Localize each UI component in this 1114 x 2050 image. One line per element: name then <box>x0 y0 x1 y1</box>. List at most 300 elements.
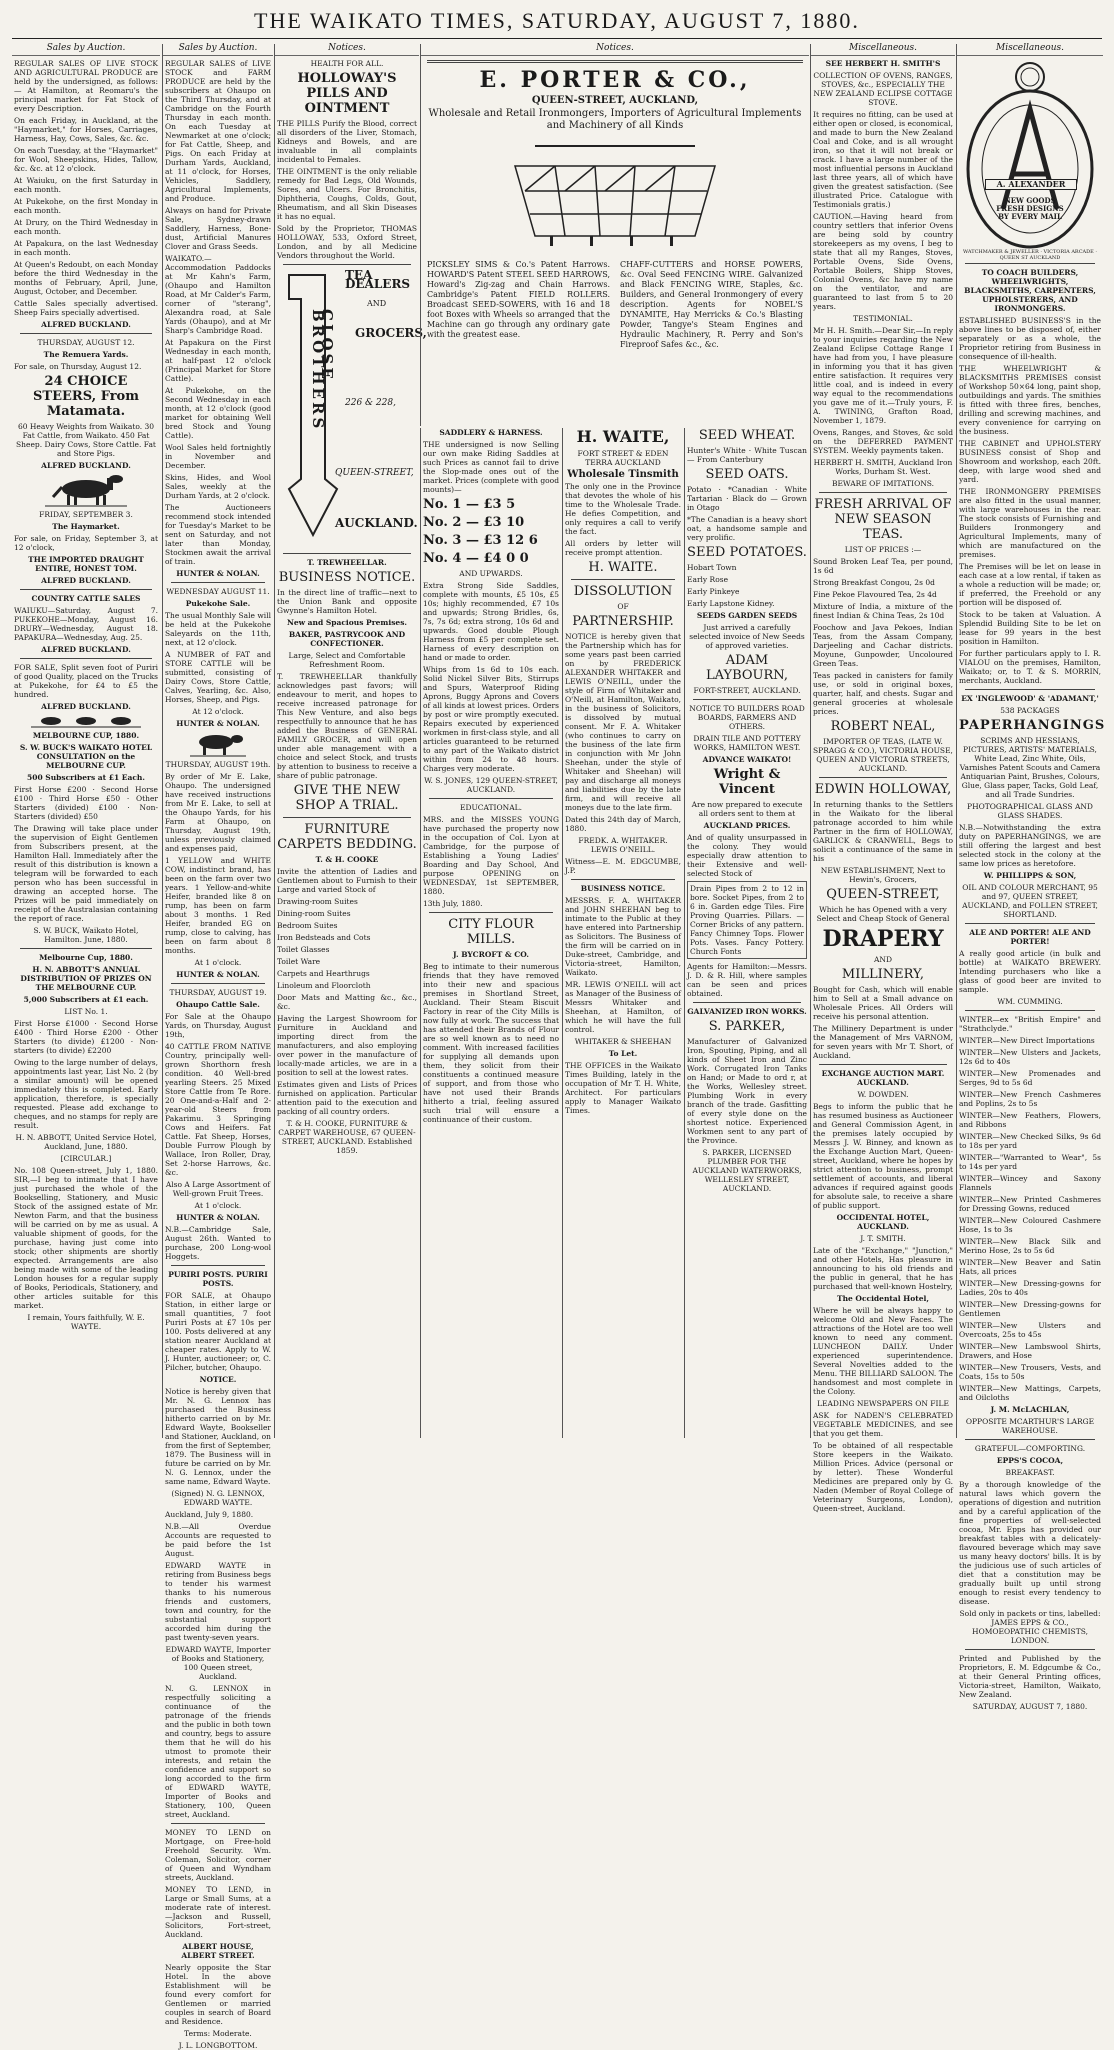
ad-text: MR. LEWIS O'NEILL will act as Manager of the Business of Messrs Whitaker and Sheehan, at Hamilton, of which he will have the full control. <box>565 980 681 1034</box>
winter-item: WINTER—New Feathers, Flowers, and Ribbons <box>959 1111 1101 1129</box>
ad-text: AND <box>874 955 892 964</box>
ad-text: Teas packed in canisters for family use, or sold in original boxes, quarter, half, and chests. Sugar and general groceries at wholesale prices. <box>813 671 953 716</box>
winter-item: WINTER—New Printed Cashmeres for Dressing Gowns, reduced <box>959 1195 1101 1213</box>
seal-text: NEW GOODS FRESH DESIGNS BY EVERY MAIL <box>996 196 1064 221</box>
headline: EPPS'S COCOA, <box>996 1456 1064 1465</box>
headline: COUNTRY CATTLE SALES <box>31 594 141 603</box>
ad-text: THE OFFICES in the Waikato Times Building, lately in the occupation of Mr T. H. White, Architect. For particulars apply to Manager Waikato Times. <box>565 1061 681 1115</box>
saddle-price: No. 4 — £4 0 0 <box>423 551 529 566</box>
ad-text: Large, Select and Comfortable Refreshment Room. <box>288 651 406 669</box>
list-item: Linoleum and Floorcloth <box>277 981 371 990</box>
winter-item: WINTER—New Lambswool Shirts, Drawers, and Hose <box>959 1342 1101 1360</box>
ad-text: FOR SALE, Split seven foot of Puriri of good Quality, placed on the Trucks at Pukekohe, for £4 to £5 the hundred. <box>14 663 158 699</box>
date-line: WEDNESDAY AUGUST 11. <box>166 587 270 596</box>
headline: BAKER, PASTRYCOOK AND CONFECTIONER. <box>288 630 406 648</box>
subheadline: New and Spacious Premises. <box>286 618 408 627</box>
ad-text: COLLECTION OF OVENS, RANGES, STOVES, &c., ESPECIALLY THE NEW ZEALAND ECLIPSE COTTAGE STOVE. <box>813 71 953 107</box>
headline: Wright & Vincent <box>713 767 781 797</box>
harrow-illustration-icon <box>495 136 735 256</box>
divider <box>171 983 265 984</box>
divider <box>571 579 675 580</box>
ad-text: WAIUKU—Saturday, August 7. PUKEKOHE—Monday, August 16. DRURY—Wednesday, August 18. PAPAKURA—Wednesday, Aug. 25. <box>14 606 158 642</box>
imprint: Printed and Published by the Proprietors, E. M. Edgcumbe & Co., at their General Printing offices, Victoria-street, Hamilton, Waikato, New Zealand. <box>959 1654 1101 1699</box>
headline: ROBERT NEAL, <box>830 719 936 734</box>
subheadline: TESTIMONIAL. <box>853 314 913 323</box>
divider <box>965 923 1095 924</box>
column-header: Sales by Auction. <box>163 44 273 56</box>
divider <box>427 60 803 63</box>
ad-text: N.B.—Notwithstanding the extra duty on PAPERHANGINGS, we are still offering the largest and best selected stock in the colony at the same low prices as heretofore. <box>959 823 1101 868</box>
ad-text: Notice is hereby given that Mr. N. G. Lennox has purchased the Business hitherto carried on by Mr. Edward Wayte, Bookseller and Stationer, Auckland, on from the first of September, 1879. The Business will in future be carried on by Mr. N. G. Lennox, under the same name, Edward Wayte. <box>165 1387 271 1486</box>
date-line: THURSDAY, AUGUST 12. <box>37 338 135 347</box>
headline: QUEEN-STREET, <box>826 887 940 902</box>
pottery-list: Drain Pipes from 2 to 12 in bore. Socket Pipes, from 2 to 6 in. Garden edge Tiles. Fire Proving Quarries. Pillars. — Corner Bricks of any pattern. Fancy Chimney Tops. Flower Pots. Vases. Fancy Pottery. Church Fonts <box>687 881 807 959</box>
divider <box>171 1265 265 1266</box>
seal-name: A. ALEXANDER <box>985 179 1077 190</box>
winter-item: WINTER—"Warranted to Wear", 5s to 14s per yard <box>959 1153 1101 1171</box>
ad-text: PHOTOGRAPHICAL GLASS AND GLASS SHADES. <box>967 802 1093 820</box>
divider <box>283 553 411 554</box>
list-item: Drawing-room Suites <box>277 897 358 906</box>
ad-text: At Papakura on the First Wednesday in each month, at half-past 12 o'clock (Principal Market for Store Cattle). <box>165 338 271 383</box>
winter-item: WINTER—Wincey and Saxony Flannels <box>959 1174 1101 1192</box>
column-notices-1 <box>274 43 427 1438</box>
ad-text: Just arrived a carefully selected invoice of New Seeds of approved varieties. <box>689 623 805 650</box>
circular-label: [CIRCULAR.] <box>60 1154 112 1163</box>
ad-text: OPPOSITE MCARTHUR'S LARGE WAREHOUSE. <box>965 1417 1095 1435</box>
column-sales-1 <box>12 44 160 1438</box>
signature: ALFRED BUCKLAND. <box>41 320 131 329</box>
ad-text: 60 Heavy Weights from Waikato. 30 Fat Cattle, from Waikato. 450 Fat Sheep. Dairy Cows, Store Cattle. Fat and Store Pigs. <box>16 422 156 458</box>
headline: SEED OATS. <box>705 467 789 482</box>
ad-text: At Pukekohe, on the first Monday in each month. <box>14 197 158 215</box>
ad-text: *The Canadian is a heavy short oat, a handsome sample and very prolific. <box>687 515 807 542</box>
signature: ALFRED BUCKLAND. <box>41 645 131 654</box>
tea-price: Strong Breakfast Congou, 2s 0d <box>813 578 935 587</box>
signature: ALFRED BUCKLAND. <box>41 576 131 585</box>
ad-text: N.B.—All Overdue Accounts are requested to be paid before the 1st August. <box>165 1522 271 1558</box>
winter-item: WINTER—New Mattings, Carpets, and Oilcloths <box>959 1384 1101 1402</box>
headline: Pukekohe Sale. <box>185 599 251 608</box>
headline: EDWIN HOLLOWAY, <box>814 782 952 797</box>
ad-text: NOTICE is hereby given that the Partnership which has for some years past been carried on by FREDERICK ALEXANDER WHITAKER and LEWIS O'NEILL, under the style of Firm of Whitaker and O'Neill, at Hamilton, Waikato, in the business of Solicitors, is dissolved by mutual consent. Mr F. A. Whitaker (who continues to carry on the business of the late firm in conjunction with Mr John Sheehan, under the style of Whitaker and Sheehan) will pay and discharge all moneys and liabilities due by the late firm, and will receive all moneys due to the late firm. <box>565 632 681 812</box>
column-header: Miscellaneous. <box>957 44 1103 56</box>
ad-text: Extra Strong Side Saddles, complete with mounts, £5 10s, £5 10s; highly recommended, £7 10s and upwards; Strong Bridles, 6s, 7s, 7s 6d; extra strong, 10s 6d and upwards. Good double Plough Harness from £5 per complete set. Harness of every description on hand or made to order. <box>423 581 559 662</box>
divider <box>819 492 947 493</box>
porter-ad <box>420 44 809 426</box>
ad-text: Owing to the large number of delays, appointments last year, List No. 2 (by a similar amount) will be opened immediately this is completed. Early application, therefore, is specially requested. Please add exchange to cheques, and no stamps for reply are result. <box>14 1058 158 1130</box>
masthead <box>12 8 1102 39</box>
headline: ADVANCE WAIKATO! <box>702 755 792 764</box>
cow-illustration-icon <box>188 731 248 757</box>
headline: ALBERT HOUSE, ALBERT STREET. <box>181 1942 255 1960</box>
ad-text: Invite the attention of Ladies and Gentlemen about to Furnish to their Large and varied Stock of <box>277 867 417 894</box>
ad-text: MRS. and the MISSES YOUNG have purchased the property now in the occupation of Col. Lyon at Cambridge, for the purpose of Establishing a Young Ladies' Boarding and Day School, And purpose OPENING on WEDNESDAY, 1st SEPTEMBER, 1880. <box>423 815 559 896</box>
column-header: Notices. <box>421 44 809 56</box>
headline: SADDLERY & HARNESS. <box>439 428 543 437</box>
ad-text: Always on hand for Private Sale, Sydney-drawn Saddlery, Harness, Bone-dust, Artificial Manures Clover and Grass Seeds. <box>165 206 271 251</box>
ad-text: A NUMBER of FAT and STORE CATTLE will be submitted, consisting of Dairy Cows, Store Cattle, Calves, Yearling, &c. Also, Horses, Sheep, and Pigs. <box>165 650 271 704</box>
horse-illustration-icon <box>41 473 131 507</box>
headline: HOLLOWAY'S PILLS AND OINTMENT <box>297 71 397 116</box>
subheadline: GRATEFUL—COMFORTING. <box>974 1444 1086 1453</box>
signature: S. PARKER, LICENSED PLUMBER FOR THE AUCKLAND WATERWORKS, WELLESLEY STREET, AUCKLAND. <box>692 1148 802 1193</box>
horse-race-illustration-icon <box>31 714 141 728</box>
prize-list: First Horse £1000 · Second Horse £400 · Third Horse £200 · Other Starters (to divide) £1200 · Non-starters (to divide) £2200 <box>14 1019 158 1055</box>
headline: PURIRI POSTS. PURIRI POSTS. <box>168 1270 268 1288</box>
ad-text: THE IRONMONGERY PREMISES are also fitted in the usual manner, with large warehouses in the rear. The stock consists of Furnishing and Builders Ironmongery and Agricultural Implements, many of which are manufactured on the premises. <box>959 487 1101 559</box>
column-header: Notices. <box>275 44 419 56</box>
headline: Melbourne Cup, 1880. <box>39 953 133 962</box>
date-line: FRIDAY, SEPTEMBER 3. <box>39 510 133 519</box>
signature: ALFRED BUCKLAND. <box>41 461 131 470</box>
ad-text: And of quality unsurpassed in the colony. They would especially draw attention to their Extensive and well-selected Stock of <box>687 833 807 878</box>
headline: GIVE THE NEW SHOP A TRIAL. <box>293 783 401 813</box>
ad-text: Begs to inform the public that he has resumed business as Auctioneer and General Commission Agent, in the premises lately occupied by Messrs J. W. Binney, and known as the Exchange Auction Mart, Queen-street, Auckland, where he hopes by strict attention to business, prompt settlement of accounts, and liberal advances if required against goods for absolute sale, to receive a share of public support. <box>813 1102 953 1210</box>
ad-text: Hunter's White · White Tuscan — From Canterbury <box>687 446 807 464</box>
ad-text: For Sale at the Ohaupo Yards, on Thursday, August 19th, <box>165 1012 271 1039</box>
ad-text: For sale, on Friday, September 3, at 12 o'clock, <box>14 534 158 552</box>
ad-text: T. TREWHEELLAR thankfully acknowledges past favors; will endeavour to merit, and hopes to receive increased patronage for This New Venture, and also begs respectfully to announce that he has added the Business of GENERAL FAMILY GROCER, and will open under able management with a choice and select Stock, and trusts by attention to business to receive a share of public patronage. <box>277 672 417 780</box>
column-misc-1 <box>810 43 955 1513</box>
signature: HUNTER & NOLAN. <box>176 719 260 728</box>
column-notices-4 <box>684 428 809 1438</box>
ad-text: To be obtained of all respectable Store keepers in the Waikato. Million Prices. Advice (personal or by letter). These Wonderful Medicines are prepared only by G. Naden (Member of Royal College of Veterinary Surgeons, London), Queen-street, Auckland. <box>813 1441 953 1513</box>
subheadline: BREAKFAST. <box>1005 1468 1055 1477</box>
tea-price: Sound Broken Leaf Tea, per pound, 1s 6d <box>813 557 953 575</box>
ad-text: Where he will be always happy to welcome Old and New Faces. The attractions of the Hotel are too well known to need any comment. LUNCHEON DAILY. Under experienced superintendence. Several Novelties added to the Menu. THE BILLIARD SALOON. The handsomest and most complete in the Colony. <box>813 1306 953 1396</box>
signature: H. WAITE. <box>588 560 658 575</box>
alexander-seal <box>963 59 1097 259</box>
ad-text: 538 PACKAGES <box>1000 706 1060 715</box>
ad-text: Dated this 24th day of March, 1880. <box>565 815 681 833</box>
ad-text: OIL AND COLOUR MERCHANT, 95 and 97, QUEEN STREET, AUCKLAND, and FOLLEN STREET, SHORTLAND. <box>962 883 1098 919</box>
close-brothers-ad <box>275 268 427 549</box>
ad-text: The Premises will be let on lease in each case at a low rental, if taken as a whole a reduction will be made; or, if preferred, the Freehold or any portion will be disposed of. <box>959 562 1101 607</box>
headline: PAPERHANGINGS <box>959 718 1106 733</box>
ad-text: By order of Mr E. Lake, Ohaupo. The undersigned have received instructions from Mr E. Lake, to sell at the Ohaupo Yards, for his Farm at Ohaupo, on Thursday, August 19th, unless previously claimed and expenses paid, <box>165 772 271 853</box>
ad-text: FORT-STREET, AUCKLAND. <box>693 686 801 695</box>
signature: I remain, Yours faithfully, W. E. WAYTE. <box>27 1313 145 1331</box>
divider <box>171 1823 265 1824</box>
headline: NOTICE TO BUILDERS ROAD BOARDS, FARMERS AND OTHERS. <box>689 704 805 731</box>
ad-text: It requires no fitting, can be used at either open or closed, is economical, and made to burn the New Zealand Coal and Coke, and is all wrought iron, so that it will not break or crack. I have a large number of the most influential persons in Auckland last three years, all of which have given the greatest satisfaction. (See illustrated Price. Catalogue with Testimonials gratis.) <box>813 110 953 209</box>
column-header: Miscellaneous. <box>811 44 955 56</box>
ad-regular-sales: REGULAR SALES OF LIVE STOCK AND AGRICULTURAL PRODUCE are held by the undersigned, as follows: — At Hamilton, at Reomaru's the principal market for Fat Stock of every Description. <box>14 59 158 113</box>
ad-text: Sold only in packets or tins, labelled: JAMES EPPS & CO., HOMOEOPATHIC CHEMISTS, LONDON. <box>959 1609 1101 1645</box>
headline: GALVANIZED IRON WORKS. <box>687 1007 807 1016</box>
ad-text: MESSRS. F. A. WHITAKER and JOHN SHEEHAN beg to intimate to the Public at they have entered into Partnership as Solicitors. The Business of the firm will be carried on in Duke-street, Cambridge, and Victoria-street, Hamilton, Waikato. <box>565 896 681 977</box>
headline: EX 'INGLEWOOD' & 'ADAMANT,' <box>961 694 1099 703</box>
headline: SEE HERBERT H. SMITH'S <box>825 59 941 68</box>
headline: NOTICE. <box>199 1375 237 1384</box>
ad-text: AND UPWARDS. <box>459 569 523 578</box>
headline: T. & H. COOKE <box>315 855 379 864</box>
subheadline: HEALTH FOR ALL. <box>310 59 384 68</box>
headline: T. TREWHEELLAR. <box>307 558 387 567</box>
subheadline: 5,000 Subscribers at £1 each. <box>23 995 149 1004</box>
divider <box>819 1064 947 1065</box>
signature: FREDK. A. WHITAKER. LEWIS O'NEILL. <box>578 836 668 854</box>
headline: S. PARKER, <box>708 1019 786 1034</box>
close-brothers-name: CLOSE BROTHERS <box>309 309 336 432</box>
signature: HUNTER & NOLAN. <box>176 569 260 578</box>
grocers: GROCERS, <box>355 326 427 340</box>
imprint-date: SATURDAY, AUGUST 7, 1880. <box>972 1702 1088 1711</box>
ad-text: NEW ESTABLISHMENT, Next to Hewin's, Grocers, <box>820 866 946 884</box>
ad-text: In returning thanks to the Settlers in the Waikato for the liberal patronage accorded to him while Partner in the firm of HOLLOWAY, GARLICK & CRANWELL, Begs to solicit a continuance of the same in his <box>813 800 953 863</box>
winter-item: WINTER—New French Cashmeres and Poplins, 2s to 5s <box>959 1090 1101 1108</box>
ad-text: EDWARD WAYTE in retiring from Business begs to tender his warmest thanks to his numerous friends and customers, town and country, for the substantial support accorded him during the past twenty-seven years. <box>165 1561 271 1642</box>
winter-item: WINTER—New Coloured Cashmere Hose, 1s to 3s <box>959 1216 1101 1234</box>
prize-list: First Horse £200 · Second Horse £100 · Third Horse £50 · Other Starters (divided) £100 · Non-Starters (divided) £50 <box>14 785 158 821</box>
headline: The Occidental Hotel, <box>837 1294 929 1303</box>
winter-item: WINTER—New Promenades and Serges, 9d to 5s 6d <box>959 1069 1101 1087</box>
ad-text: Sold by the Proprietor, THOMAS HOLLOWAY, 533, Oxford Street, London, and by all Medicine Vendors throughout the World. <box>277 224 417 260</box>
ad-text: At 1 o'clock. <box>194 958 242 967</box>
headline: DRAPERY <box>822 926 944 952</box>
ad-text: LEADING NEWSPAPERS ON FILE <box>817 1399 949 1408</box>
headline: FRESH ARRIVAL OF NEW SEASON TEAS. <box>814 497 952 542</box>
headline: J. T. SMITH. <box>860 1234 906 1243</box>
ad-text: Also A Large Assortment of Well-grown Fruit Trees. <box>165 1180 271 1198</box>
winter-item: WINTER—New Ulsters and Jackets, 12s 6d to 40s <box>959 1048 1101 1066</box>
ad-text: Bought for Cash, which will enable him to Sell at a Small advance on Wholesale Prices. All Orders will receive his personal attention. <box>813 985 953 1021</box>
ad-text: A really good article (in bulk and bottle) at WAIKATO BREWERY. Intending purchasers who like a glass of good beer are invited to sample. <box>959 949 1101 994</box>
and-label: AND <box>367 299 387 308</box>
divider <box>571 879 675 880</box>
ad-text: WINTER—ex "British Empire" and "Strathclyde." <box>959 1015 1101 1033</box>
list-item: Early Pinkeye <box>687 587 740 596</box>
signature: T. & H. COOKE, FURNITURE & CARPET WAREHOUSE, 67 QUEEN-STREET, AUCKLAND. Established 1859. <box>278 1119 416 1155</box>
ad-text: At 1 o'clock. <box>194 1201 242 1210</box>
ad-text: At Pukekohe, on the Second Wednesday in each month, at 12 o'clock (good market for obtaining Well bred Stock and Young Cattle). <box>165 386 271 440</box>
divider <box>20 658 152 659</box>
headline: J. M. McLACHLAN, <box>990 1405 1070 1414</box>
column-notices-3 <box>562 428 683 1438</box>
ad-text: MONEY TO LEND on Mortgage, on Free-hold Freehold Security. Wm. Coleman, Solicitor, corner of Queen and Wyndham streets, Auckland. <box>165 1828 271 1882</box>
divider <box>693 1002 801 1003</box>
headline: Ohaupo Cattle Sale. <box>176 1000 260 1009</box>
headline: OCCIDENTAL HOTEL, AUCKLAND. <box>836 1213 930 1231</box>
headline: AUCKLAND PRICES. <box>703 821 791 830</box>
ad-text: On each Friday, in Auckland, at the "Haymarket," for Horses, Carriages, Harness, Hay, Cows, Sales, &c. &c. <box>14 116 158 143</box>
ad-text: Late of the "Exchange," "Junction," and other Hotels, Has pleasure in announcing to his old friends and the public in general, that he has purchased that well-known Hostelry, <box>813 1246 953 1291</box>
ad-text: Potato · *Canadian · White Tartarian · Black do — Grown in Otago <box>687 485 807 512</box>
winter-item: WINTER—New Direct Importations <box>959 1036 1095 1045</box>
seal-ring-text: WATCHMAKER & JEWELLER · VICTORIA ARCADE · QUEEN ST AUCKLAND <box>963 249 1097 261</box>
ad-text: Which he has Opened with a very Select and Cheap Stock of General <box>816 905 950 923</box>
ad-text: Whips from 1s 6d to 10s each. Solid Nickel Silver Bits, Stirrups and Spurs, Waterproof Riding Aprons, Buggy Aprons and Covers of all kinds at lowest prices. Orders by post or wire promptly executed. Repairs executed by experienced workmen in first-class style, and all articles guaranteed to be returned to any part of the Waikato district within from 24 to 48 hours. Charges very moderate. <box>423 665 559 773</box>
address-number: 226 & 228, <box>345 398 396 408</box>
ad-text: Stock to be taken at Valuation. A Splendid Building Site to be let on lease for 99 years in the best position in Hamilton. <box>959 610 1101 646</box>
ad-text: THE PILLS Purify the Blood, correct all disorders of the Liver, Stomach, Kidneys and Bowels, and are invaluable in all complaints incidental to Females. <box>277 119 417 164</box>
headline: J. BYCROFT & CO. <box>453 950 529 959</box>
divider <box>965 1439 1095 1440</box>
ad-text: Terms: Moderate. <box>184 2029 252 2038</box>
porter-address: QUEEN-STREET, AUCKLAND, <box>531 95 699 106</box>
ad-text: Manufacturer of Galvanized Iron, Spouting, Piping, and all kinds of Sheet Iron and Zinc Work. Corrugated Iron Tanks on Hand; or Made to ord r, at the Works, Wellesley street. Plumbing Work in every branch of the trade. Gasfitting of every style done on the shortest notice. Experienced Workmen sent to any part of the Province. <box>687 1037 807 1145</box>
headline: EXCHANGE AUCTION MART. AUCKLAND. <box>821 1069 945 1087</box>
headline: The Haymarket. <box>52 522 120 531</box>
ad-text: Wool Sales held fortnightly in November and December. <box>165 443 271 470</box>
watch-seal-icon <box>963 59 1097 259</box>
headline: SEED WHEAT. <box>698 428 796 443</box>
divider <box>20 948 152 949</box>
signature: WM. CUMMING. <box>997 997 1063 1006</box>
ad-text: Skins, Hides, and Wool Sales, weekly at the Durham Yards, at 2 o'clock. <box>165 473 271 500</box>
column-notices-2 <box>420 428 561 1438</box>
headline: FURNITURE CARPETS BEDDING. <box>277 822 417 852</box>
ad-text: At Drury, on the Third Wednesday in each month. <box>14 218 158 236</box>
ad-text: At Papakura, on the last Wednesday in each month. <box>14 239 158 257</box>
ad-text: At Queen's Redoubt, on each Monday before the third Wednesday in the months of February, April, June, August, October, and December. <box>14 260 158 296</box>
divider <box>171 582 265 583</box>
ad-text: THE OINTMENT is the only reliable remedy for Bad Legs, Old Wounds, Sores, and Ulcers. For Bronchitis, Diphtheria, Coughs, Colds, Gout, Rheumatism, and all Skin Diseases it has no equal. <box>277 167 417 221</box>
headline: DISSOLUTION <box>573 584 673 599</box>
headline: TO COACH BUILDERS, WHEELWRIGHTS, BLACKSMITHS, CARPENTERS, UPHOLSTERERS, AND IRONMONGERS. <box>964 268 1096 313</box>
list-item: Carpets and Hearthrugs <box>277 969 370 978</box>
tea-price: Fine Pekoe Flavoured Tea, 2s 4d <box>813 590 937 599</box>
ad-text: Mr H. H. Smith.—Dear Sir,—In reply to your inquiries regarding the New Zealand Eclipse Cottage Range I have had from you, I have pleasure in informing you that it has given entire satisfaction. It requires very little coal, and is indeed in every way equal to the recommendations you gave me of it.—Truly yours, F. A. TWINING, Grafton Road, November 1, 1879. <box>813 326 953 425</box>
porter-lists <box>425 260 805 353</box>
signature: EDWARD WAYTE, Importer of Books and Stationery, 100 Queen street, Auckland. <box>165 1645 271 1681</box>
ad-text: Nearly opposite the Star Hotel. In the above Establishment will be found every comfort for Gentlemen or married couples in search of Board and Residence. <box>165 1963 271 2026</box>
winter-item: WINTER—New Black Silk and Merino Hose, 2s to 5s 6d <box>959 1237 1101 1255</box>
newspaper-title: THE WAIKATO TIMES, SATURDAY, AUGUST 7, 1880. <box>254 8 860 33</box>
ad-text: CAUTION.—Having heard from country settlers that inferior Ovens are being sold by country storekeepers as my ovens, I beg to state that all my Ranges, Stoves, Portable Ovens, Side Ovens, Portable Boilers, Shipp Stoves, Colonial Ovens, &c have my name on the ventilator, and are guaranteed to last from 5 to 20 years. <box>813 212 953 311</box>
headline: 24 CHOICE STEERS, From Matamata. <box>33 374 139 419</box>
ad-text: OF <box>617 602 629 611</box>
divider <box>965 263 1095 264</box>
headline: S. W. BUCK'S WAIKATO HOTEL CONSULTATION on the MELBOURNE CUP. <box>19 743 153 770</box>
headline: SEED POTATOES. <box>687 545 807 560</box>
headline: PARTNERSHIP. <box>572 614 674 629</box>
ad-text: The Drawing will take place under the supervision of Eight Gentlemen from Subscribers present, at the Hamilton Hall. Immediately after the result of this distribution is known a telegram will be forwarded to each person who has been successful in drawing an accepted horse. The Prizes will be paid immediately on receipt of the Australasian containing the report of race. <box>14 824 158 923</box>
signature: J. L. LONGBOTTOM. <box>178 2041 258 2050</box>
ad-text: For further particulars apply to I. R. VIALOU on the premises, Hamilton, Waikato; or, to T. & S. MORRIN, merchants, Auckland. <box>959 649 1101 685</box>
headline: DRAIN TILE AND POTTERY WORKS, HAMILTON WEST. <box>693 734 801 752</box>
ad-text: By a thorough knowledge of the natural laws which govern the operations of digestion and nutrition and by a careful application of the fine properties of well-selected cocoa, Mr. Epps has provided our breakfast tables with a delicately-flavoured beverage which may save us many heavy doctors' bills. It is by the judicious use of such articles of diet that a constitution may be gradually built up until strong enough to resist every tendency to disease. <box>959 1480 1101 1606</box>
column-header: Sales by Auction. <box>12 44 160 56</box>
list-label: LIST OF PRICES :— <box>844 545 922 554</box>
divider <box>20 589 152 590</box>
date-line: THURSDAY, AUGUST 19. <box>169 988 267 997</box>
headline: BEWARE OF IMITATIONS. <box>831 479 935 488</box>
list-item: Dining-room Suites <box>277 909 351 918</box>
ad-text: At 12 o'clock. <box>192 707 244 716</box>
headline: H. N. ABBOTT'S ANNUAL DISTRIBUTION OF PRIZES ON THE MELBOURNE CUP. <box>20 965 152 992</box>
list-item: Early Rose <box>687 575 729 584</box>
list-label: LIST No. 1. <box>64 1007 108 1016</box>
list-item: Door Mats and Matting &c., &c., &c. <box>277 993 417 1011</box>
ad-text: SCRIMS AND HESSIANS, PICTURES, ARTISTS' MATERIALS, White Lead, Zinc White, Oils, Varnishes Patent Scouts and Camera Antiquarian Paint, Brushes, Colours, Glue, Glass paper, Tacks, Gold Leaf, and all Trade Sundries. <box>959 736 1101 799</box>
headline: CITY FLOUR MILLS. <box>448 917 534 947</box>
headline: W. DOWDEN. <box>857 1090 909 1099</box>
ad-text: For sale, on Thursday, August 12. <box>14 362 142 371</box>
ad-text: N. G. LENNOX in respectfully soliciting a continuance of the patronage of the friends and the public in both town and country, begs to assure them that he will do his utmost to promote their interests, and retain the confidence and support so long accorded to the firm of EDWARD WAYTE, Importer of Books and Stationery, 100, Queen street, Auckland. <box>165 1684 271 1819</box>
ad-text: The only one in the Province that devotes the whole of his time to the Wholesale Trade. He defies Competition, and only requires a call to verify the fact. <box>565 482 681 536</box>
divider <box>429 912 553 913</box>
divider <box>693 699 801 700</box>
ad-text: WAIKATO.—Accommodation Paddocks at Mr Kahn's Farm, (Ohaupo and Hamilton Road, at Mr Calder's Farm, corner of "sterang", Alexandra road, at Sale Yards (Ohaupo), and at Mr Sharp's Cambridge Road. <box>165 254 271 335</box>
ad-text: 1 YELLOW and WHITE COW, indistinct brand, has been on the farm over two years. 1 Yellow-and-white Heifer, branded like 8 on rump, has been on farm about 3 months. 1 Red Heifer, branded EG on rump, close to calving, has been on farm about 8 months. <box>165 856 271 955</box>
divider <box>429 798 553 799</box>
headline: SEEDS GARDEN SEEDS <box>696 611 798 620</box>
porter-description: Wholesale and Retail Ironmongers, Importers of Agricultural Implements and Machinery of all Kinds <box>428 108 802 131</box>
list-item: Iron Bedsteads and Cots <box>277 933 371 942</box>
list-item: Early Lapstone Kidney. <box>687 599 775 608</box>
ad-text: 40 CATTLE FROM NATIVE Country, principally well-grown Shorthorn fresh condition. 40 Well-bred yearling Steers. 25 Mixed Store Cattle from Te Rore. 20 One-and-a-Half and 2-year-old Steers from Pakarimu. 3 Springing Cows and Heifers. Fat Cattle. Fat Sheep, Horses, Double Furrow Plough by Wallace, Iron Roller, Dray, Set 2-horse Harrows, &c. &c. <box>165 1042 271 1177</box>
ad-text: FOR SALE, at Ohaupo Station, in either large or small quantities, 7 foot Puriri Posts at £7 10s per 100. Posts delivered at any station nearer Auckland at cheaper rates. Apply to W. J. Hunter, auctioneer; or, C. Pilcher, butcher, Ohaupo. <box>165 1291 271 1372</box>
ad-text: THE WHEELWRIGHT & BLACKSMITHS PREMISES consist of Workshop 50×64 long, paint shop, outbuildings and yards. The smithies is fitted with three fires, benches, drilling and screwing machines, and every convenience for carrying on the business. <box>959 364 1101 436</box>
ad-text: The usual Monthly Sale will be held at the Pukekohe Saleyards on the 11th, next, at 12 o'clock. <box>165 611 271 647</box>
saddle-price: No. 2 — £3 10 <box>423 515 525 530</box>
ad-text: Auckland, July 9, 1880. <box>165 1510 254 1519</box>
tea-price: Mixture of India, a mixture of the finest Indian & China Teas, 2s 10d <box>813 602 953 620</box>
ad-text: In the direct line of traffic—next to the Union Bank and opposite Gwynne's Hamilton Hotel. <box>277 588 417 615</box>
tea-dealers: TEA DEALERS <box>345 268 411 291</box>
ad-text: IMPORTER OF TEAS, (LATE W. SPRAGG & CO.), VICTORIA HOUSE, QUEEN AND VICTORIA STREETS, AUCKLAND. <box>813 737 953 773</box>
saddle-price: No. 3 — £3 12 6 <box>423 533 538 548</box>
list-item: Toilet Ware <box>277 957 321 966</box>
divider <box>965 1649 1095 1650</box>
headline: EDUCATIONAL. <box>459 803 522 812</box>
signature: H. N. ABBOTT, United Service Hotel, Auckland, June, 1880. <box>15 1133 157 1151</box>
ad-text: Cattle Sales specially advertised. Sheep Fairs specially advertised. <box>14 299 158 317</box>
list-item: Toilet Glasses <box>277 945 330 954</box>
signature: (Signed) N. G. LENNOX, EDWARD WAYTE. <box>171 1489 265 1507</box>
ad-text: Foochow and Java Pekoes, Indian Teas, from the Assam Company, Darjeeling and Cachar districts. Moyune, Gunpowder, Uncoloured Green Teas. <box>813 623 953 668</box>
ad-text: Estimates given and Lists of Prices furnished on application. Particular attention paid to the execution and packing of all country orders. <box>277 1080 417 1116</box>
porter-left-list: PICKSLEY SIMS & Co.'s Patent Harrows. HOWARD'S Patent STEEL SEED HARROWS, Howard's Zig-zag and Chain Harrows. Cambridge's Patent FIELD ROLLERS. Broadcast SEED-SOWERS, with 16 and 18 foot Boxes with Wheels so arranged that the Machine can go through any ordinary gate with the greatest ease. <box>427 260 610 339</box>
headline: MILLINERY, <box>841 967 925 982</box>
street: QUEEN-STREET, <box>335 468 414 478</box>
winter-item: WINTER—New Beaver and Satin Hats, all prices <box>959 1258 1101 1276</box>
porter-right-list: CHAFF-CUTTERS and HORSE POWERS, &c. Oval Seed FENCING WIRE. Galvanized and Black FENCING WIRE, Staples, &c. Builders, and General Ironmongery of every description. Agents for NOBEL'S DYNAMITE, Hay Merricks & Co.'s Blasting Powder, Tangye's Steam Engines and Hydraulic Machinery, R. Perry and Son's Fireproof Safes &c., &c. <box>620 260 803 349</box>
headline: To Let. <box>608 1049 638 1058</box>
headline: The Remuera Yards. <box>43 350 129 359</box>
signature: WHITAKER & SHEEHAN <box>574 1037 672 1046</box>
saddle-price: No. 1 — £3 5 <box>423 497 516 512</box>
winter-item: WINTER—New Dressing-gowns for Ladies, 20s to 40s <box>959 1279 1101 1297</box>
porter-name: E. PORTER & CO., <box>479 67 751 93</box>
ad-text: All orders by letter will receive prompt attention. <box>565 539 681 557</box>
winter-item: WINTER—New Ulsters and Overcoats, 25s to 45s <box>959 1321 1101 1339</box>
divider <box>283 817 411 818</box>
divider <box>819 777 947 778</box>
list-item: Hobart Town <box>687 563 737 572</box>
ad-text: 13th July, 1880. <box>423 899 483 908</box>
ad-text: THE CABINET and UPHOLSTERY BUSINESS consist of Shop and Showroom and workshop, each 20ft. deep, with large wood shed and yard. <box>959 439 1101 484</box>
date-line: THURSDAY, AUGUST 19th. <box>165 760 271 769</box>
ad-text: Ovens, Ranges, and Stoves, &c sold on the DEFERRED PAYMENT SYSTEM. Weekly payments taken. <box>813 428 953 455</box>
headline: THE IMPORTED DRAUGHT ENTIRE, HONEST TOM. <box>28 555 144 573</box>
divider <box>20 333 152 334</box>
ad-text: MONEY TO LEND, in Large or Small Sums, at a moderate rate of interest. —Jackson and Russell, Solicitors, Fort-street, Auckland. <box>165 1885 271 1939</box>
signature: HUNTER & NOLAN. <box>176 1213 260 1222</box>
ad-text: Agents for Hamilton:—Messrs. J. D. & R. Hill, where samples can be seen and prices obtained. <box>687 962 807 998</box>
city: AUCKLAND. <box>335 516 418 530</box>
headline: Wholesale Tinsmith <box>567 469 679 480</box>
ad-text: The Auctioneers recommend stock intended for Tuesday's Market to be sent on Saturday, and not later than Monday, Stockmen await the arrival of train. <box>165 503 271 566</box>
ad-text: Witness—E. M. EDGCUMBE, J.P. <box>565 857 681 875</box>
ad-text: N.B.—Cambridge Sale, August 26th. Wanted to purchase, 200 Long-wool Hoggets. <box>165 1225 271 1261</box>
headline: BUSINESS NOTICE. <box>580 884 666 893</box>
signature: ALFRED BUCKLAND. <box>41 702 131 711</box>
signature: W. S. JONES, 129 QUEEN-STREET, AUCKLAND. <box>424 776 558 794</box>
headline: BUSINESS NOTICE. <box>278 570 416 585</box>
